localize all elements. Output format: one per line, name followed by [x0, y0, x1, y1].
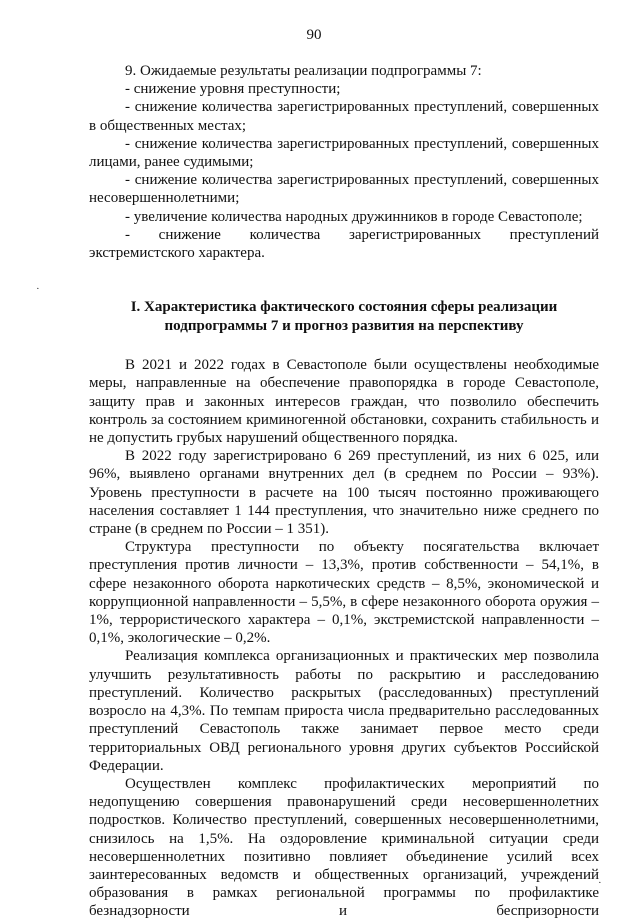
results-item: - снижение количества зарегистрированных преступлений экстремистского характера.: [89, 226, 599, 262]
document-body: [89, 62, 599, 921]
results-item: - снижение количества зарегистрированных преступлений, совершенных несовершеннолетними;: [89, 172, 599, 207]
results-item: - увеличение количества народных дружинников в городе Севастополе;: [125, 208, 583, 225]
page-number: 90: [306, 27, 322, 43]
body-paragraph: Осуществлен комплекс профилактических мероприятий по недопущению совершения правонарушений среди несовершеннолетних подростков. Количество преступлений, совершенных несовершеннолетними, снизилось на 1,5%. На оздоровление криминальной ситуации среди несовершеннолетних позитивно повлияет объединение усилий всех заинтересованных ведомств и общественных организаций, учреждений образования в рамках региональной программы по профилактике безнадзорности и беспризорности: [89, 775, 599, 920]
body-paragraph: Структура преступности по объекту посягательства включает преступления против личности – 13,3%, против собственности – 54,1%, в сфере незаконного оборота наркотических средств – 8,5%, экономической и коррупционной направленности – 5,5%, в сфере незаконного оборота оружия – 1%, террористического характера – 0,1%, экстремистской направленности – 0,1%, экологические – 0,2%.: [89, 539, 599, 647]
body-paragraph: В 2022 году зарегистрировано 6 269 преступлений, из них 6 025, или 96%, выявлено органами внутренних дел (в среднем по России – 93%). Уровень преступности в расчете на 100 тысяч постоянно проживающего населения составляет 1 144 преступления, что значительно ниже среднего по стране (в среднем по России – 1 351).: [89, 448, 599, 538]
body-paragraph: Реализация комплекса организационных и практических мер позволила улучшить результативность работы по раскрытию и расследованию преступлений. Количество раскрытых (расследованных) преступлений возросло на 4,3%. По темпам прироста числа предварительно расследованных преступлений Севастополь также занимает первое место среди территориальных ОВД регионального уровня других субъектов Российской Федерации.: [89, 648, 599, 774]
results-item: - снижение уровня преступности;: [125, 81, 341, 98]
section-heading: [89, 298, 599, 335]
scan-speck: ·: [36, 283, 40, 295]
scan-speck: ·: [598, 877, 602, 889]
results-title: 9. Ожидаемые результаты реализации подпрограммы 7:: [125, 63, 482, 79]
section-heading-line: подпрограммы 7 и прогноз развития на перспективу: [164, 317, 524, 334]
section-heading-line: I. Характеристика фактического состояния сферы реализации: [130, 299, 558, 316]
results-item: - снижение количества зарегистрированных преступлений, совершенных лицами, ранее судимыми;: [89, 135, 599, 171]
results-item: - снижение количества зарегистрированных преступлений, совершенных в общественных местах;: [89, 99, 599, 134]
body-paragraph: В 2021 и 2022 годах в Севастополе были осуществлены необходимые меры, направленные на обеспечение правопорядка в городе Севастополе, защиту прав и законных интересов граждан, что позволило обеспечить контроль за состоянием криминогенной обстановки, сохранить стабильность и не допустить грубых нарушений общественного порядка.: [89, 357, 599, 447]
